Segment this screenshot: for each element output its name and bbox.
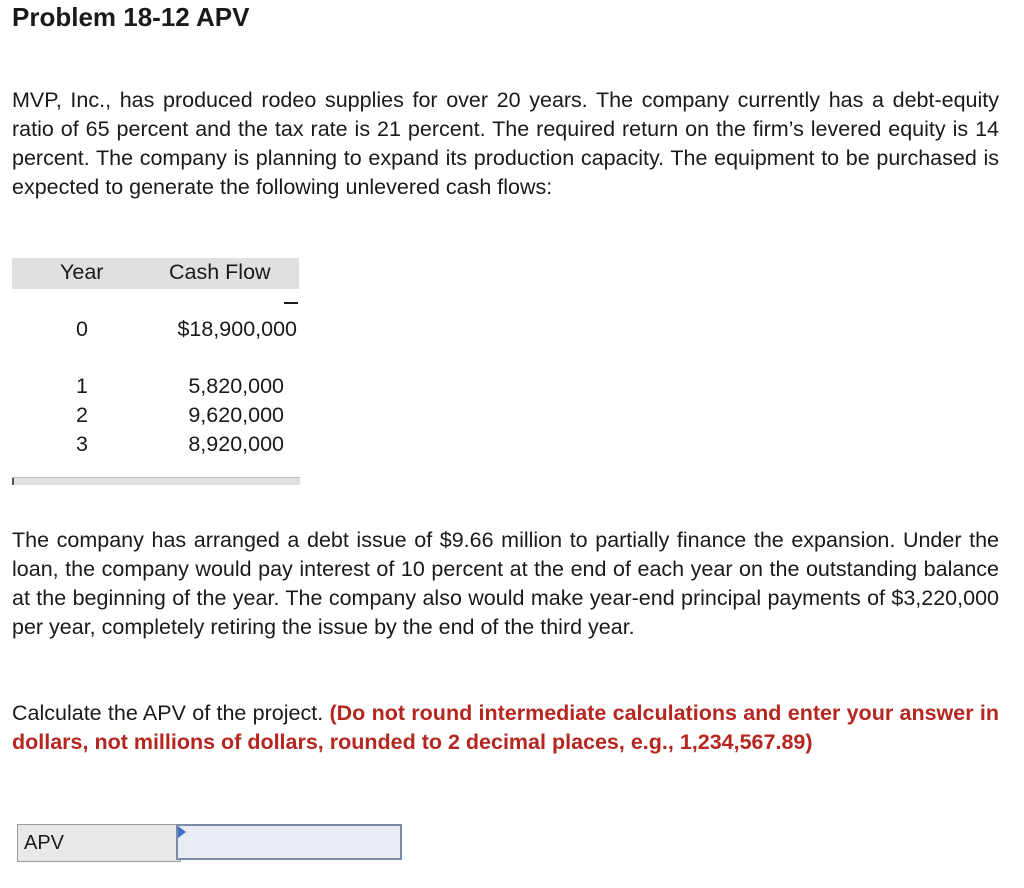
intro-paragraph: MVP, Inc., has produced rodeo supplies for over 20 years. The company currently has a debt-equity ratio of 65 percent and the tax rate is 21 percent. The required return on the firm’s levered equity is 14 percent. The company is planning to expand its production capacity. The equipment to be purchased is expected to generate the following unlevered cash flows: bbox=[12, 88, 999, 199]
table-row bbox=[12, 317, 299, 346]
apv-input[interactable] bbox=[176, 824, 402, 860]
row-year: 3 bbox=[76, 432, 88, 456]
row-cash-flow: $18,900,000 bbox=[177, 317, 297, 341]
question-instruction: (Do not round intermediate calculations and enter your answer in dollars, not millions of dollars, rounded to 2 decimal places, e.g., 1,234,567.89) bbox=[12, 701, 999, 754]
problem-title: Problem 18-12 APV bbox=[12, 2, 250, 32]
question-text: Calculate the APV of the project. bbox=[12, 701, 330, 725]
table-footer-tick bbox=[12, 478, 14, 485]
header-year: Year bbox=[60, 260, 104, 284]
row-cash-flow: 5,820,000 bbox=[188, 374, 284, 398]
table-row bbox=[12, 403, 299, 432]
table-row bbox=[12, 432, 299, 461]
debt-paragraph: The company has arranged a debt issue of $9.66 million to partially finance the expansion. Under the loan, the company would pay interest of 10 percent at the end of each year on the outstanding balance at the beginning of the year. The company also would make year-end principal payments of $3,220,000 per year, completely retiring the issue by the end of the third year. bbox=[12, 528, 999, 639]
header-cash-flow: Cash Flow bbox=[169, 260, 271, 284]
negative-sign bbox=[284, 302, 298, 304]
table-footer-bar bbox=[12, 477, 300, 485]
row-cash-flow: 9,620,000 bbox=[188, 403, 284, 427]
row-cash-flow: 8,920,000 bbox=[188, 432, 284, 456]
table-header bbox=[12, 258, 299, 289]
question-paragraph bbox=[12, 699, 999, 757]
apv-label: APV bbox=[17, 824, 181, 862]
row-year: 0 bbox=[76, 317, 88, 341]
row-year: 1 bbox=[76, 374, 88, 398]
row-year: 2 bbox=[76, 403, 88, 427]
input-marker-icon bbox=[178, 826, 186, 838]
table-row bbox=[12, 374, 299, 403]
cash-flow-table bbox=[12, 258, 299, 456]
